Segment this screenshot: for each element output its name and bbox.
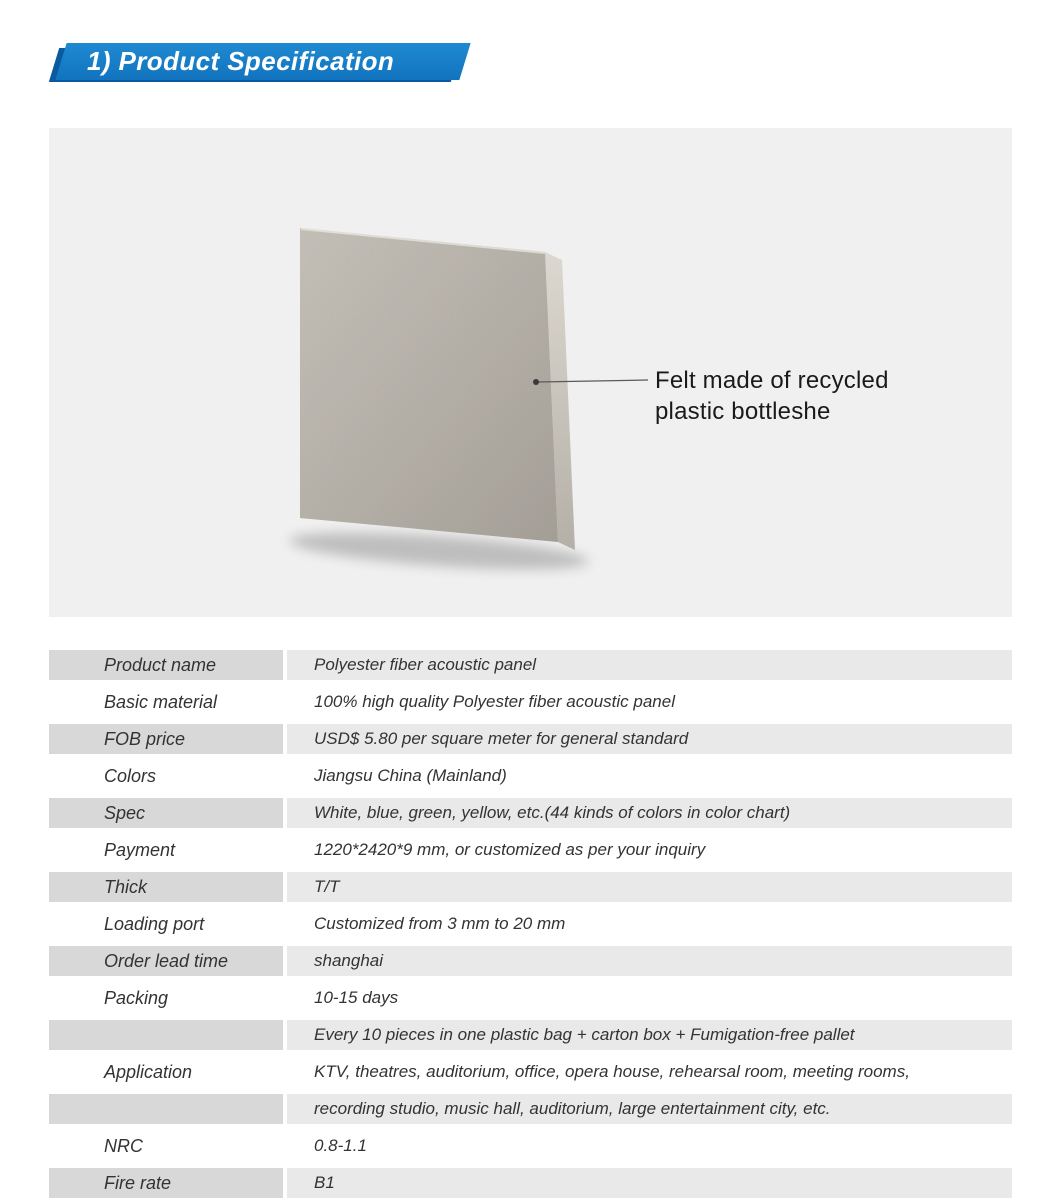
table-row xyxy=(49,1020,1012,1050)
spec-label: Basic material xyxy=(104,691,218,712)
spec-value: KTV, theatres, auditorium, office, opera house, rehearsal room, meeting rooms, xyxy=(314,1062,910,1081)
spec-value: Jiangsu China (Mainland) xyxy=(314,766,507,785)
table-row xyxy=(49,946,1012,976)
spec-value: B1 xyxy=(287,1168,1012,1198)
spec-value: T/T xyxy=(287,872,1012,902)
spec-label: Thick xyxy=(49,872,283,902)
spec-label xyxy=(49,1094,283,1124)
spec-value: Customized from 3 mm to 20 mm xyxy=(314,914,566,933)
spec-label: Order lead time xyxy=(49,946,283,976)
spec-label xyxy=(49,1020,283,1050)
spec-label: Payment xyxy=(104,839,176,860)
spec-value: 1220*2420*9 mm, or customized as per your inquiry xyxy=(314,840,706,859)
table-row xyxy=(49,724,1012,754)
spec-value: USD$ 5.80 per square meter for general standard xyxy=(287,724,1012,754)
section-title: 1) Product Specification xyxy=(87,46,395,76)
spec-table xyxy=(49,650,1012,1201)
spec-label: Spec xyxy=(49,798,283,828)
table-row xyxy=(49,798,1012,828)
callout-dot xyxy=(533,379,539,385)
table-row xyxy=(49,650,1012,680)
spec-label: Application xyxy=(104,1061,193,1082)
spec-label: Product name xyxy=(49,650,283,680)
table-row xyxy=(49,909,1012,939)
spec-label: Packing xyxy=(104,987,169,1008)
spec-value: 100% high quality Polyester fiber acoustic panel xyxy=(314,692,675,711)
spec-value: recording studio, music hall, auditorium, large entertainment city, etc. xyxy=(287,1094,1012,1124)
table-row xyxy=(49,1168,1012,1198)
product-photo-area xyxy=(49,128,1012,617)
table-row xyxy=(49,983,1012,1013)
spec-label: NRC xyxy=(104,1135,143,1156)
spec-value: White, blue, green, yellow, etc.(44 kinds of colors in color chart) xyxy=(287,798,1012,828)
spec-label: Loading port xyxy=(104,913,205,934)
table-row xyxy=(49,1094,1012,1124)
spec-value: shanghai xyxy=(287,946,1012,976)
table-row xyxy=(49,835,1012,865)
felt-panel-front xyxy=(300,228,558,542)
spec-value: Every 10 pieces in one plastic bag + carton box + Fumigation-free pallet xyxy=(287,1020,1012,1050)
spec-label: FOB price xyxy=(49,724,283,754)
spec-value: Polyester fiber acoustic panel xyxy=(287,650,1012,680)
table-row xyxy=(49,761,1012,791)
spec-value: 0.8-1.1 xyxy=(314,1136,367,1155)
spec-label: Colors xyxy=(104,765,157,786)
table-row xyxy=(49,687,1012,717)
table-row xyxy=(49,1131,1012,1161)
spec-value: 10-15 days xyxy=(314,988,399,1007)
table-row xyxy=(49,872,1012,902)
table-row xyxy=(49,1057,1012,1087)
spec-label: Fire rate xyxy=(49,1168,283,1198)
callout-text: Felt made of recycled plastic bottleshe xyxy=(655,367,889,425)
section-header xyxy=(49,42,489,84)
